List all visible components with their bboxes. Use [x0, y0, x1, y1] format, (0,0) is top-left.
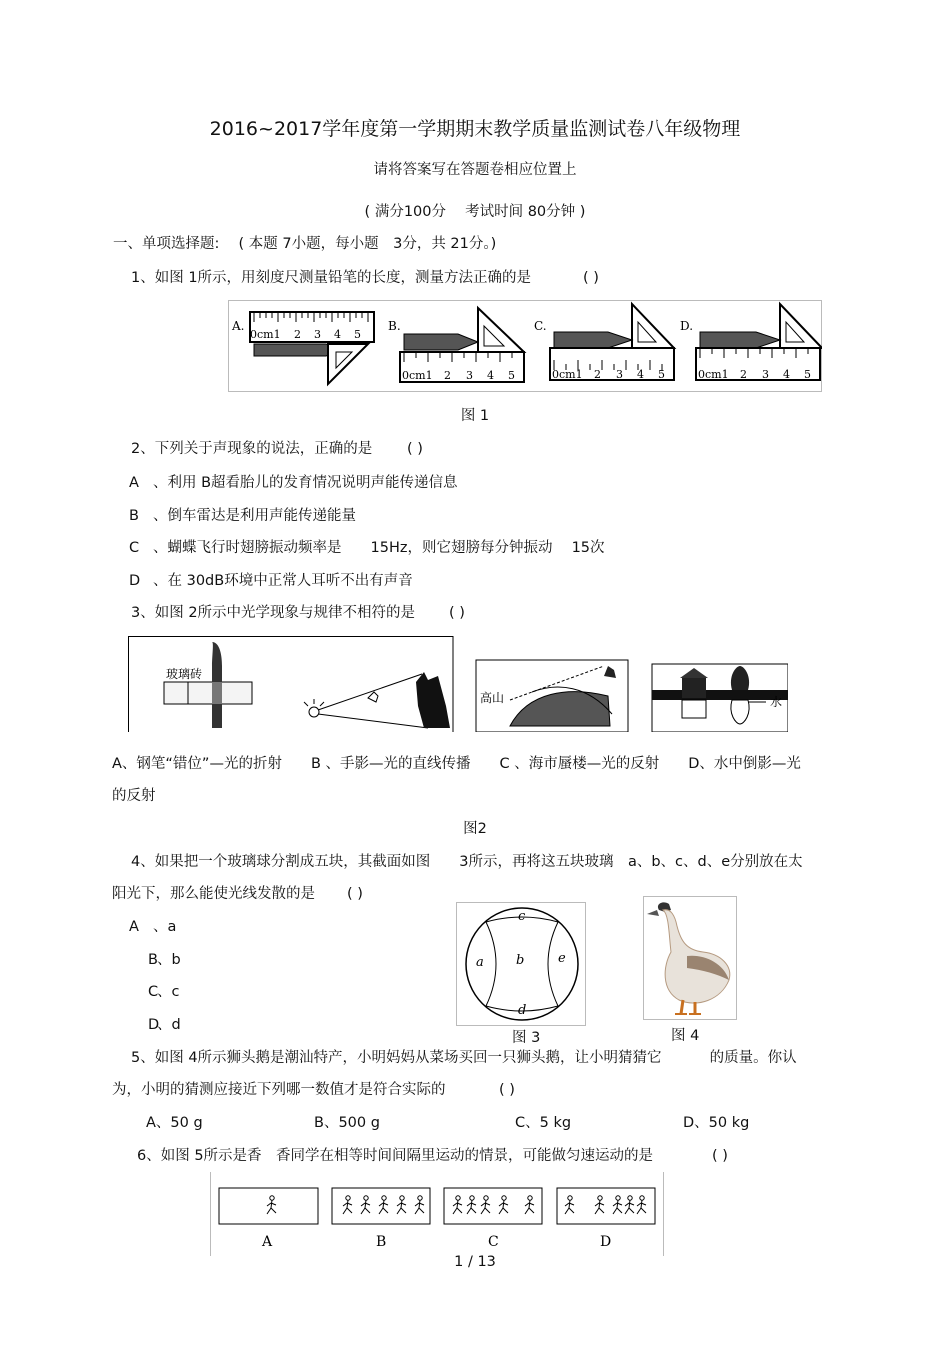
figure-3-glass-ball [456, 902, 586, 1026]
q2-option-d-label: D [129, 573, 141, 589]
q2-option-c-text: 、蝴蝶飞行时翅膀振动频率是 15Hz，则它翅膀每分钟振动 15次 [153, 540, 605, 556]
q5-bracket: ( ) [499, 1082, 515, 1098]
svg-text:b: b [516, 953, 525, 968]
figure-2 [128, 636, 788, 732]
page-number: 1 / 13 [454, 1254, 496, 1270]
q3-bracket: ( ) [449, 605, 465, 621]
q2-option-a-text: 、利用 B超看胎儿的发育情况说明声能传递信息 [153, 475, 458, 491]
svg-text:0cm1: 0cm1 [552, 368, 583, 381]
q3-figure-pen-glass [128, 636, 453, 732]
q5-option-a: A、50 g [146, 1115, 203, 1131]
svg-text:e: e [558, 951, 566, 966]
svg-text:5: 5 [804, 368, 811, 381]
q3-answer-line2: 的反射 [112, 788, 156, 804]
svg-text:5: 5 [658, 368, 665, 381]
instruction: 请将答案写在答题卷相应位置上 [373, 162, 577, 178]
svg-text:2: 2 [294, 328, 301, 341]
q6-stem: 6、如图 5所示是香 香同学在相等时间间隔里运动的情景，可能做匀速运动的是 [137, 1148, 654, 1164]
svg-text:3: 3 [314, 328, 321, 341]
q3-stem: 3、如图 2所示中光学现象与规律不相符的是 [131, 605, 416, 621]
q1-label-b: B. [388, 319, 401, 333]
figure-4-caption: 图 4 [671, 1028, 700, 1044]
svg-text:0cm1: 0cm1 [402, 369, 433, 382]
q4-option-b-label: B [148, 952, 158, 968]
svg-text:A: A [262, 1234, 273, 1250]
svg-text:d: d [518, 1003, 527, 1018]
svg-text:5: 5 [508, 369, 515, 382]
svg-text:4: 4 [487, 369, 494, 382]
svg-text:5: 5 [354, 328, 361, 341]
svg-text:3: 3 [466, 369, 473, 382]
q1-bracket: ( ) [583, 270, 599, 286]
svg-text:4: 4 [783, 368, 790, 381]
svg-text:B: B [376, 1234, 387, 1250]
q4-option-a-text: 、a [153, 919, 177, 935]
q3-figure-mirage [476, 660, 628, 732]
q2-option-b-label: B [129, 508, 139, 524]
q4-stem-line2: 阳光下，那么能使光线发散的是 [112, 886, 315, 902]
svg-text:c: c [518, 909, 526, 924]
figure-5 [210, 1172, 664, 1256]
q2-option-c-label: C [129, 540, 140, 556]
page-title: 2016~2017学年度第一学期期末教学质量监测试卷八年级物理 [209, 118, 741, 140]
q4-option-d-text: 、d [157, 1017, 181, 1033]
q2-stem: 2、下列关于声现象的说法，正确的是 [131, 441, 373, 457]
q1-label-c: C. [534, 319, 547, 333]
q6-bracket: ( ) [712, 1148, 728, 1164]
svg-text:2: 2 [594, 368, 601, 381]
q2-option-a-label: A [129, 475, 139, 491]
q5-stem-line1: 5、如图 4所示狮头鹅是潮汕特产，小明妈妈从菜场买回一只狮头鹅，让小明猜猜它 的质量。你认 [131, 1050, 797, 1066]
section-heading: 一、单项选择题: ( 本题 7小题，每小题 3分，共 21分。) [113, 236, 497, 252]
q2-option-b-text: 、倒车雷达是利用声能传递能量 [153, 508, 356, 524]
mountain-label: 高山 [480, 691, 505, 705]
q1-stem: 1、如图 1所示，用刻度尺测量铅笔的长度，测量方法正确的是 [131, 270, 532, 286]
q4-option-c-text: 、c [157, 984, 180, 1000]
svg-text:0cm1: 0cm1 [698, 368, 729, 381]
q4-stem-line1: 4、如果把一个玻璃球分割成五块，其截面如图 3所示，再将这五块玻璃 a、b、c、d、e分别放在太 [131, 854, 803, 870]
q1-option-d-figure [680, 304, 822, 381]
svg-text:3: 3 [762, 368, 769, 381]
figure-2-caption: 图2 [463, 821, 487, 837]
svg-text:4: 4 [334, 328, 341, 341]
q5-stem-line2: 为，小明的猜测应接近下列哪一数值才是符合实际的 [112, 1082, 446, 1098]
q2-bracket: ( ) [407, 441, 423, 457]
figure-1-caption: 图 1 [460, 408, 490, 424]
svg-text:0cm1: 0cm1 [250, 328, 281, 341]
water-label: 水 [770, 695, 783, 709]
svg-text:2: 2 [740, 368, 747, 381]
figure-4-goose [643, 896, 737, 1020]
figure-3-caption: 图 3 [512, 1030, 541, 1046]
q1-option-c-figure [534, 304, 674, 381]
q4-option-d-label: D [148, 1017, 160, 1033]
q5-option-b: B、500 g [314, 1115, 380, 1131]
exam-info: ( 满分100分 考试时间 80分钟 ) [364, 204, 586, 220]
q1-label-d: D. [680, 319, 694, 333]
q4-option-a-label: A [129, 919, 139, 935]
q1-option-b-figure [388, 308, 524, 382]
glass-brick-label: 玻璃砖 [166, 667, 203, 681]
svg-text:D: D [600, 1234, 612, 1250]
q3-figure-hand-shadow [304, 672, 450, 728]
q2-option-d-text: 、在 30dB环境中正常人耳听不出有声音 [153, 573, 413, 589]
svg-text:3: 3 [616, 368, 623, 381]
svg-text:a: a [476, 955, 484, 970]
q4-bracket: ( ) [347, 886, 363, 902]
q3-answer-line1: A、钢笔“错位”—光的折射 B 、手影—光的直线传播 C 、海市蜃楼—光的反射 D、水中倒影—光 [112, 756, 801, 772]
q1-label-a: A. [232, 319, 245, 333]
q4-option-b-text: 、b [157, 952, 181, 968]
svg-text:2: 2 [444, 369, 451, 382]
svg-text:4: 4 [637, 368, 644, 381]
q5-option-c: C、5 kg [515, 1115, 572, 1131]
q3-figure-water-reflection [652, 664, 788, 732]
q1-option-a-figure [231, 312, 374, 384]
svg-text:C: C [488, 1234, 499, 1250]
q4-option-c-label: C [148, 984, 159, 1000]
q5-option-d: D、50 kg [683, 1115, 750, 1131]
figure-1 [228, 300, 822, 392]
